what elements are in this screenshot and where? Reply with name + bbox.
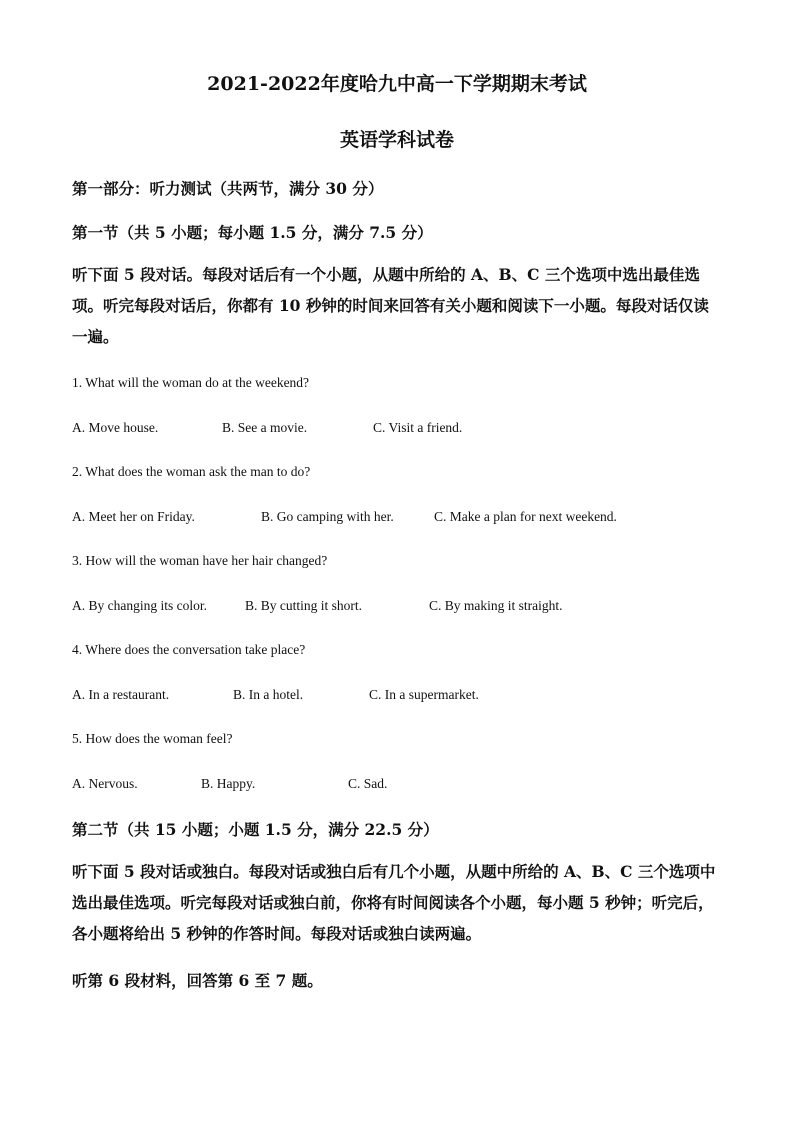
question-1-option-a: A. Move house. bbox=[72, 420, 159, 435]
section2-material-note: 听第 6 段材料，回答第 6 至 7 题。 bbox=[72, 971, 323, 990]
question-3-option-a: A. By changing its color. bbox=[72, 598, 207, 613]
question-3-stem: 3. How will the woman have her hair changed? bbox=[72, 553, 328, 568]
section2-heading: 第二节（共 15 小题；小题 1.5 分，满分 22.5 分） bbox=[72, 820, 439, 839]
question-4-stem: 4. Where does the conversation take place? bbox=[72, 642, 306, 657]
section1-heading: 第一节（共 5 小题；每小题 1.5 分，满分 7.5 分） bbox=[72, 223, 433, 242]
part1-heading: 第一部分：听力测试（共两节，满分 30 分） bbox=[72, 179, 384, 198]
question-5-option-a: A. Nervous. bbox=[72, 776, 138, 791]
question-1-option-b: B. See a movie. bbox=[222, 420, 308, 435]
question-1-stem: 1. What will the woman do at the weekend? bbox=[72, 375, 310, 390]
question-2-option-c: C. Make a plan for next weekend. bbox=[434, 509, 617, 524]
question-3-option-b: B. By cutting it short. bbox=[245, 598, 363, 613]
question-2-option-b: B. Go camping with her. bbox=[261, 509, 394, 524]
section1-instructions: 听下面 5 段对话。每段对话后有一个小题，从题中所给的 A、B、C 三个选项中选出最佳选项。听完每段对话后，你都有 10 秒钟的时间来回答有关小题和阅读下一小题。每段对话仅读一遍。 bbox=[72, 265, 709, 346]
question-5-option-b: B. Happy. bbox=[201, 776, 256, 791]
question-2-stem: 2. What does the woman ask the man to do? bbox=[72, 464, 311, 479]
exam-subtitle: 英语学科试卷 bbox=[339, 129, 454, 151]
section2-instructions: 听下面 5 段对话或独白。每段对话或独白后有几个小题，从题中所给的 A、B、C 三个选项中选出最佳选项。听完每段对话或独白前，你将有时间阅读各个小题，每小题 5 秒钟；听完后，各小题将给出 5 秒钟的作答时间。每段对话或独白读两遍。 bbox=[72, 862, 716, 943]
question-4-option-c: C. In a supermarket. bbox=[369, 687, 479, 702]
question-5-option-c: C. Sad. bbox=[348, 776, 388, 791]
question-5-stem: 5. How does the woman feel? bbox=[72, 731, 233, 746]
question-2-option-a: A. Meet her on Friday. bbox=[72, 509, 195, 524]
question-4-option-b: B. In a hotel. bbox=[233, 687, 304, 702]
exam-title: 2021-2022年度哈九中高一下学期期末考试 bbox=[207, 73, 587, 95]
question-1-option-c: C. Visit a friend. bbox=[373, 420, 463, 435]
question-4-option-a: A. In a restaurant. bbox=[72, 687, 170, 702]
question-3-option-c: C. By making it straight. bbox=[429, 598, 563, 613]
